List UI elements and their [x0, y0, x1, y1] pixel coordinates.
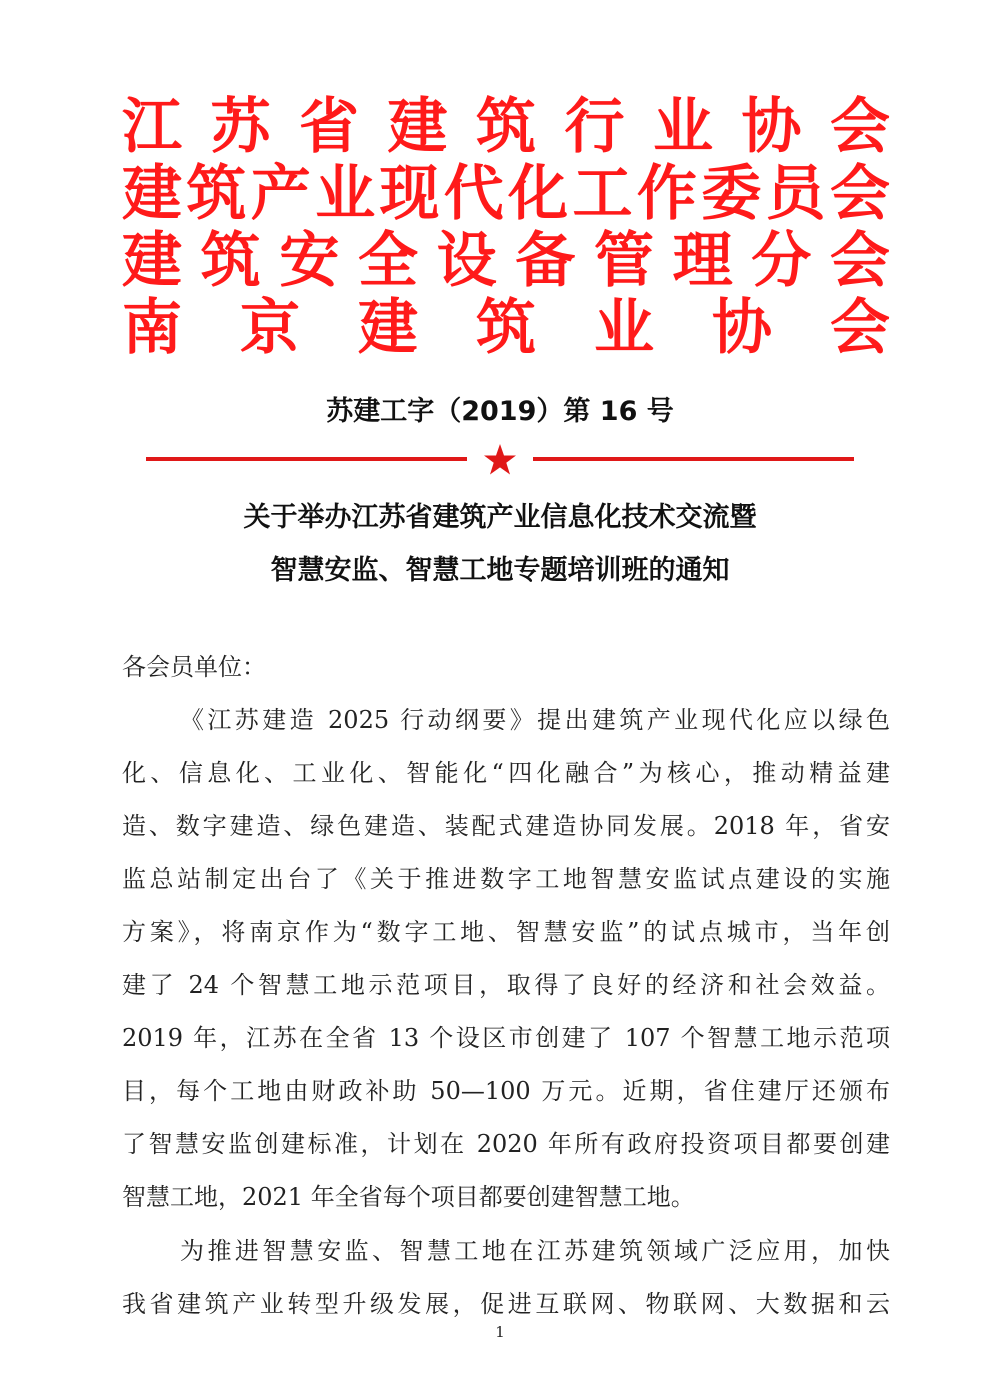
notice-title-line-1: 关于举办江苏省建筑产业信息化技术交流暨 — [243, 502, 757, 533]
header-char: 协 — [741, 92, 802, 162]
salutation: 各会员单位： — [122, 653, 266, 681]
header-char: 建 — [122, 159, 182, 229]
header-char: 全 — [357, 226, 418, 296]
body-text-line: 方案》，将南京作为“数字工地、智慧安监”的试点城市，当年创 — [122, 918, 890, 946]
header-char: 现 — [379, 159, 440, 229]
header-char: 南 — [122, 293, 182, 363]
header-char: 管 — [593, 226, 654, 296]
header-char: 筑 — [476, 293, 536, 363]
divider-right — [533, 457, 854, 461]
header-char: 会 — [829, 159, 890, 229]
header-char: 工 — [572, 159, 633, 229]
header-char: 筑 — [476, 92, 536, 162]
body-text-line: 目，每个工地由财政补助 50—100 万元。近期，省住建厅还颁布 — [122, 1077, 890, 1105]
header-char: 设 — [436, 226, 497, 296]
header-char: 筑 — [200, 226, 261, 296]
divider-left — [146, 457, 467, 461]
body-text-line: 监总站制定出台了《关于推进数字工地智慧安监试点建设的实施 — [122, 865, 890, 893]
organization-name-line — [122, 94, 890, 161]
header-char: 会 — [829, 226, 890, 296]
header-char: 安 — [279, 226, 340, 296]
issuing-organizations-header — [122, 94, 890, 362]
header-char: 代 — [443, 159, 504, 229]
header-char: 理 — [672, 226, 733, 296]
body-text-line: 我省建筑产业转型升级发展，促进互联网、物联网、大数据和云 — [122, 1290, 890, 1318]
header-char: 建 — [358, 293, 418, 363]
header-char: 京 — [240, 293, 300, 363]
document-number: 苏建工字（2019）第 16 号 — [326, 396, 674, 427]
header-char: 业 — [594, 293, 654, 363]
organization-name-line — [122, 228, 890, 295]
header-char: 行 — [564, 92, 625, 162]
organization-name-line — [122, 295, 890, 362]
header-char: 分 — [751, 226, 812, 296]
header-char: 产 — [250, 159, 311, 229]
page-number: 1 — [495, 1323, 505, 1341]
header-char: 协 — [712, 293, 772, 363]
header-char: 江 — [122, 92, 182, 162]
header-char: 苏 — [210, 92, 271, 162]
header-char: 业 — [653, 92, 713, 162]
header-char: 会 — [830, 293, 890, 363]
header-char: 建 — [387, 92, 448, 162]
notice-title-line-2: 智慧安监、智慧工地专题培训班的通知 — [270, 555, 730, 586]
header-char: 业 — [315, 159, 376, 229]
star-icon — [483, 443, 517, 477]
body-text-line: 为推进智慧安监、智慧工地在江苏建筑领域广泛应用，加快 — [180, 1237, 890, 1265]
body-text-line: 了智慧安监创建标准，计划在 2020 年所有政府投资项目都要创建 — [122, 1130, 890, 1158]
organization-name-line — [122, 161, 890, 228]
body-text-line: 2019 年，江苏在全省 13 个设区市创建了 107 个智慧工地示范项 — [122, 1024, 890, 1052]
header-char: 员 — [765, 159, 826, 229]
body-text-line: 建了 24 个智慧工地示范项目，取得了良好的经济和社会效益。 — [122, 971, 890, 999]
body-text-line: 智慧工地，2021 年全省每个项目都要创建智慧工地。 — [122, 1183, 695, 1211]
body-text-line: 《江苏建造 2025 行动纲要》提出建筑产业现代化应以绿色 — [180, 706, 890, 734]
body-text-line: 造、数字建造、绿色建造、装配式建造协同发展。2018 年，省安 — [122, 812, 890, 840]
header-char: 省 — [299, 92, 359, 162]
header-char: 建 — [122, 226, 182, 296]
header-char: 筑 — [186, 159, 247, 229]
header-char: 委 — [701, 159, 762, 229]
header-char: 会 — [830, 92, 890, 162]
body-text-line: 化、信息化、工业化、智能化“四化融合”为核心，推动精益建 — [122, 759, 890, 787]
header-char: 化 — [508, 159, 569, 229]
header-char: 作 — [636, 159, 697, 229]
header-char: 备 — [515, 226, 576, 296]
